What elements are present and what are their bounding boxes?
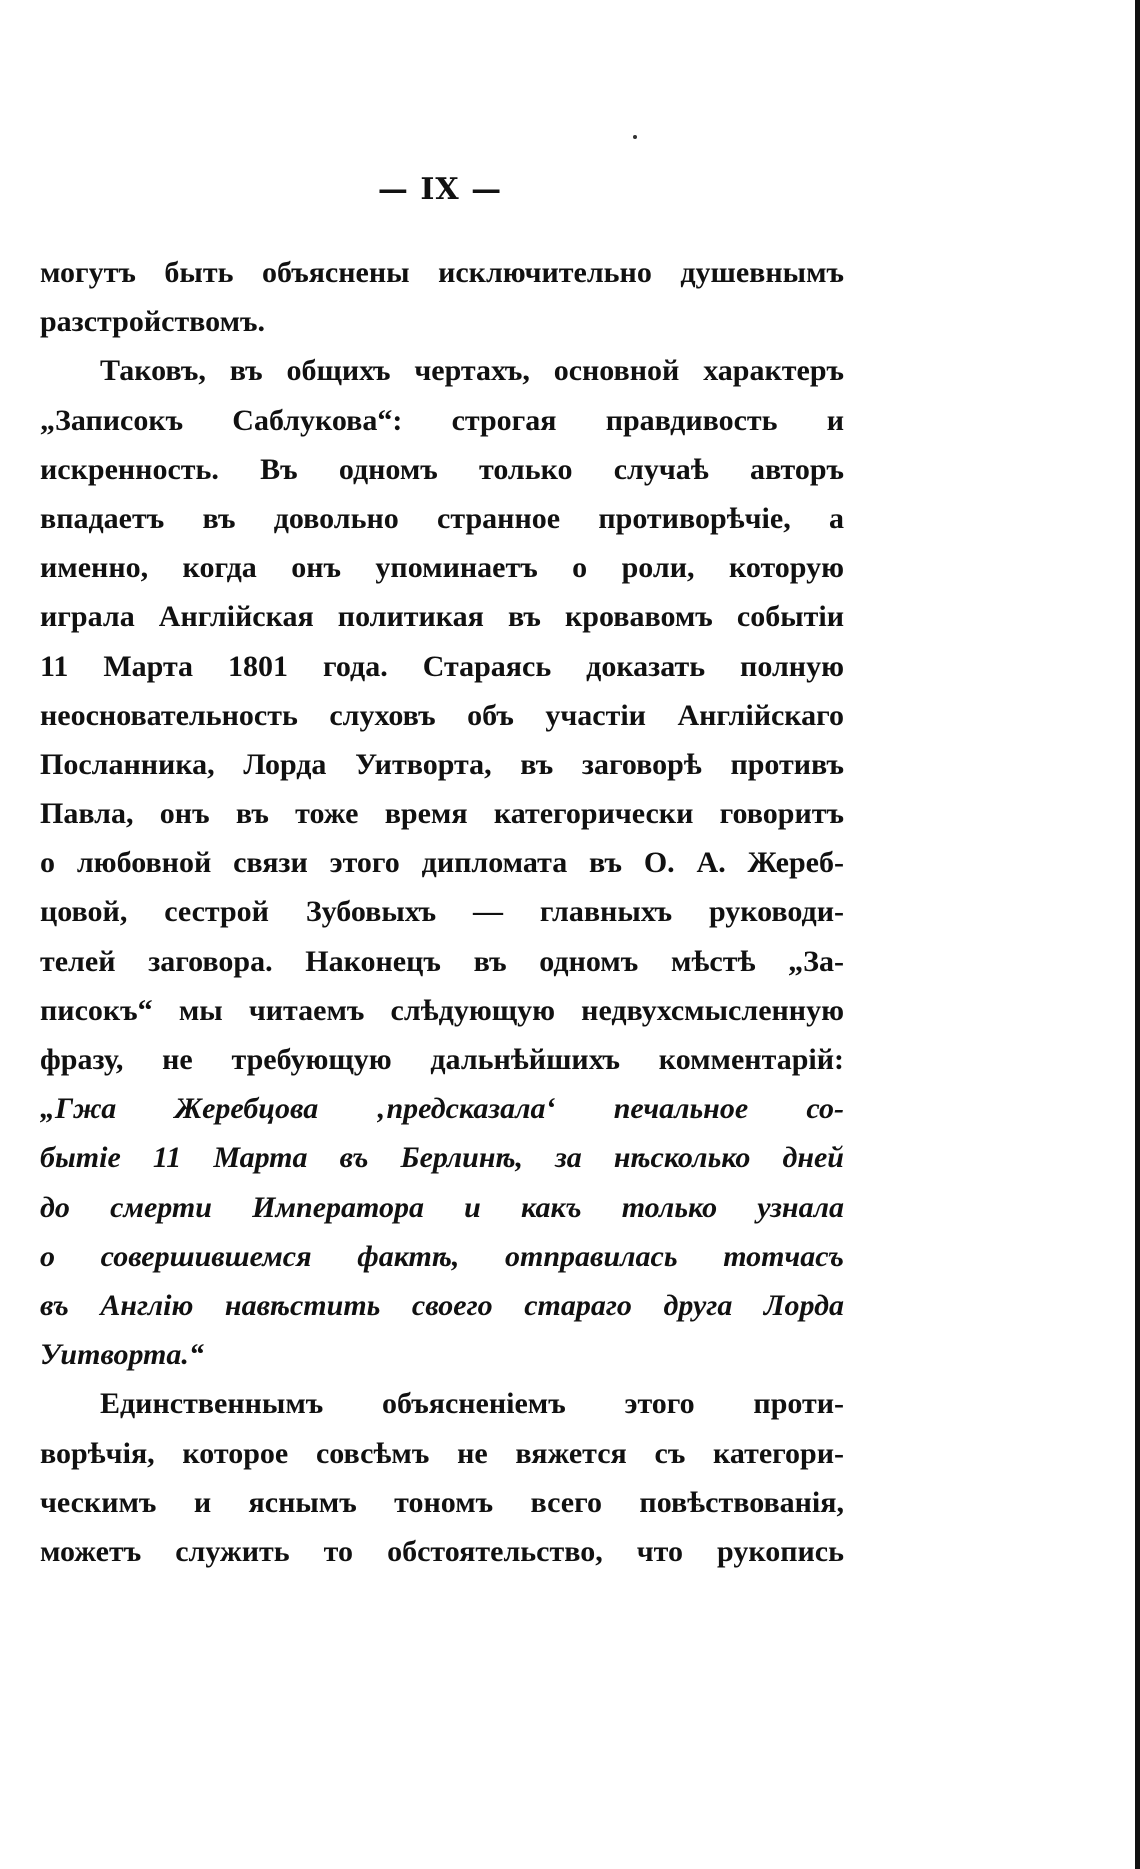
text-line: ворѣчія, которое совсѣмъ не вяжется съ категори- [40,1436,844,1470]
text-line: 11 Марта 1801 года. Стараясь доказать полную [40,649,844,683]
print-speck [633,135,637,139]
text-line: искренность. Въ одномъ только случаѣ авторъ [40,452,844,486]
text-line: телей заговора. Наконецъ въ одномъ мѣстѣ „За- [40,944,844,978]
text-line: ческимъ и яснымъ тономъ всего повѣствованія, [40,1485,844,1519]
text-line: впадаетъ въ довольно странное противорѣчіе, а [40,501,844,535]
text-line: могутъ быть объяснены исключительно душевнымъ [40,256,844,289]
body-text [40,248,844,1576]
text-line: играла Англійская политикая въ кровавомъ событіи [40,600,844,634]
text-line: цовой, сестрой Зубовыхъ — главныхъ руководи- [40,895,844,929]
page-number: — IX — [377,172,503,207]
text-line: „Записокъ Саблукова“: строгая правдивость и [40,403,844,437]
quote-line: до смерти Императора и какъ только узнала [40,1190,844,1224]
text-line: Павла, онъ въ тоже время категорически говоритъ [40,797,844,831]
text-line: Таковъ, въ общихъ чертахъ, основной характеръ [100,354,844,388]
text-line: разстройствомъ. [40,305,266,339]
text-line: именно, когда онъ упоминаетъ о роли, которую [40,551,844,585]
text-line: Единственнымъ объясненіемъ этого проти- [100,1387,844,1421]
text-line: фразу, не требующую дальнѣйшихъ комментарій: [40,1043,844,1076]
text-line: о любовной связи этого дипломата въ О. А. Жереб- [40,846,844,880]
quote-line: въ Англію навѣстить своего стараго друга Лорда [40,1288,844,1322]
text-line: можетъ служить то обстоятельство, что рукопись [40,1534,844,1568]
quote-line: о совершившемся фактѣ, отправилась тотчасъ [40,1239,844,1273]
quote-line: „Гжа Жеребцова ‚предсказала‘ печальное со- [40,1092,844,1126]
text-line: Посланника, Лорда Уитворта, въ заговорѣ противъ [40,747,844,781]
quote-line: бытіе 11 Марта въ Берлинѣ, за нѣсколько дней [40,1141,844,1175]
text-line: неосновательность слуховъ объ участіи Англійскаго [40,698,844,732]
quote-line: Уитворта.“ [40,1338,204,1372]
text-line: писокъ“ мы читаемъ слѣдующую недвухсмысленную [40,993,844,1027]
page-edge-rule [1135,0,1140,1869]
